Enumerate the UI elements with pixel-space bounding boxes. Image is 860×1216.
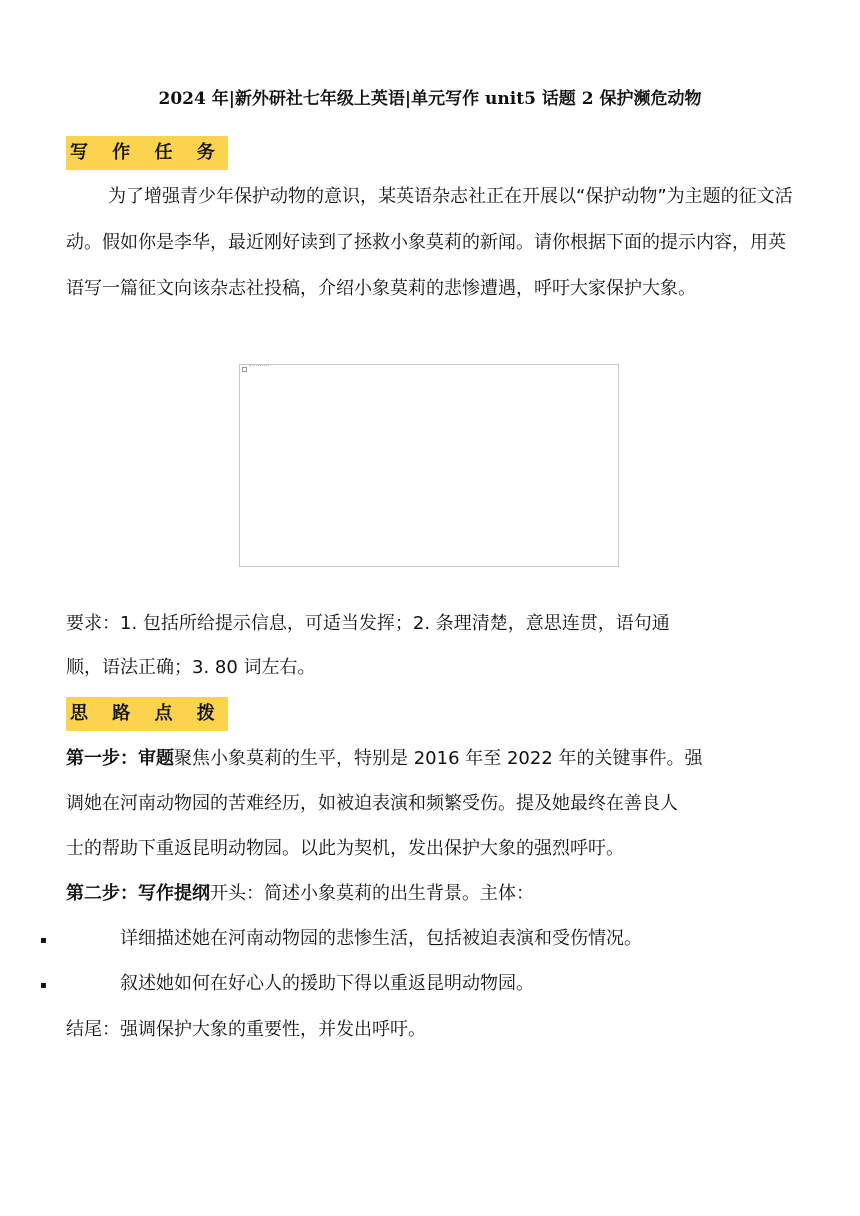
- step1-text-1: 聚焦小象莫莉的生平，特别是 2016 年至 2022 年的关键事件。强: [174, 748, 703, 769]
- bullet-marker: ▪: [40, 980, 47, 991]
- step1-label: 第一步：审题: [66, 748, 174, 769]
- image-caption-mark: [249, 365, 269, 370]
- list-item: 详细描述她在河南动物园的悲惨生活，包括被迫表演和受伤情况。: [120, 928, 642, 949]
- step2-text: 开头：简述小象莫莉的出生背景。主体：: [210, 883, 534, 904]
- requirements-line-1: 要求：1. 包括所给提示信息，可适当发挥；2. 条理清楚，意思连贯，语句通: [66, 613, 670, 634]
- broken-image-icon: [242, 367, 247, 372]
- page-title: 2024 年|新外研社七年级上英语|单元写作 unit5 话题 2 保护濒危动物: [158, 89, 702, 109]
- task-paragraph: [66, 174, 796, 312]
- guide-heading: 思 路 点 拨: [66, 697, 228, 731]
- list-item: 叙述她如何在好心人的援助下得以重返昆明动物园。: [120, 973, 534, 994]
- task-paragraph-text: 为了增强青少年保护动物的意识，某英语杂志社正在开展以“保护动物”为主题的征文活动。假如你是李华，最近刚好读到了拯救小象莫莉的新闻。请你根据下面的提示内容，用英语写一篇征文向该杂志社投稿，介绍小象莫莉的悲惨遭遇，呼吁大家保护大象。: [66, 186, 793, 299]
- step2-line: [66, 871, 534, 917]
- bullet-marker: ▪: [40, 935, 47, 946]
- step1-line-1: [66, 736, 703, 782]
- step2-label: 第二步：写作提纲: [66, 883, 210, 904]
- writing-task-heading: 写 作 任 务: [66, 136, 228, 170]
- requirements-line-2: 顺，语法正确；3. 80 词左右。: [66, 657, 316, 678]
- ending-line: 结尾：强调保护大象的重要性，并发出呼吁。: [66, 1019, 426, 1040]
- step1-line-2: 调她在河南动物园的苦难经历，如被迫表演和频繁受伤。提及她最终在善良人: [66, 793, 678, 814]
- step1-line-3: 士的帮助下重返昆明动物园。以此为契机，发出保护大象的强烈呼吁。: [66, 838, 624, 859]
- prompt-image-placeholder: [239, 364, 619, 567]
